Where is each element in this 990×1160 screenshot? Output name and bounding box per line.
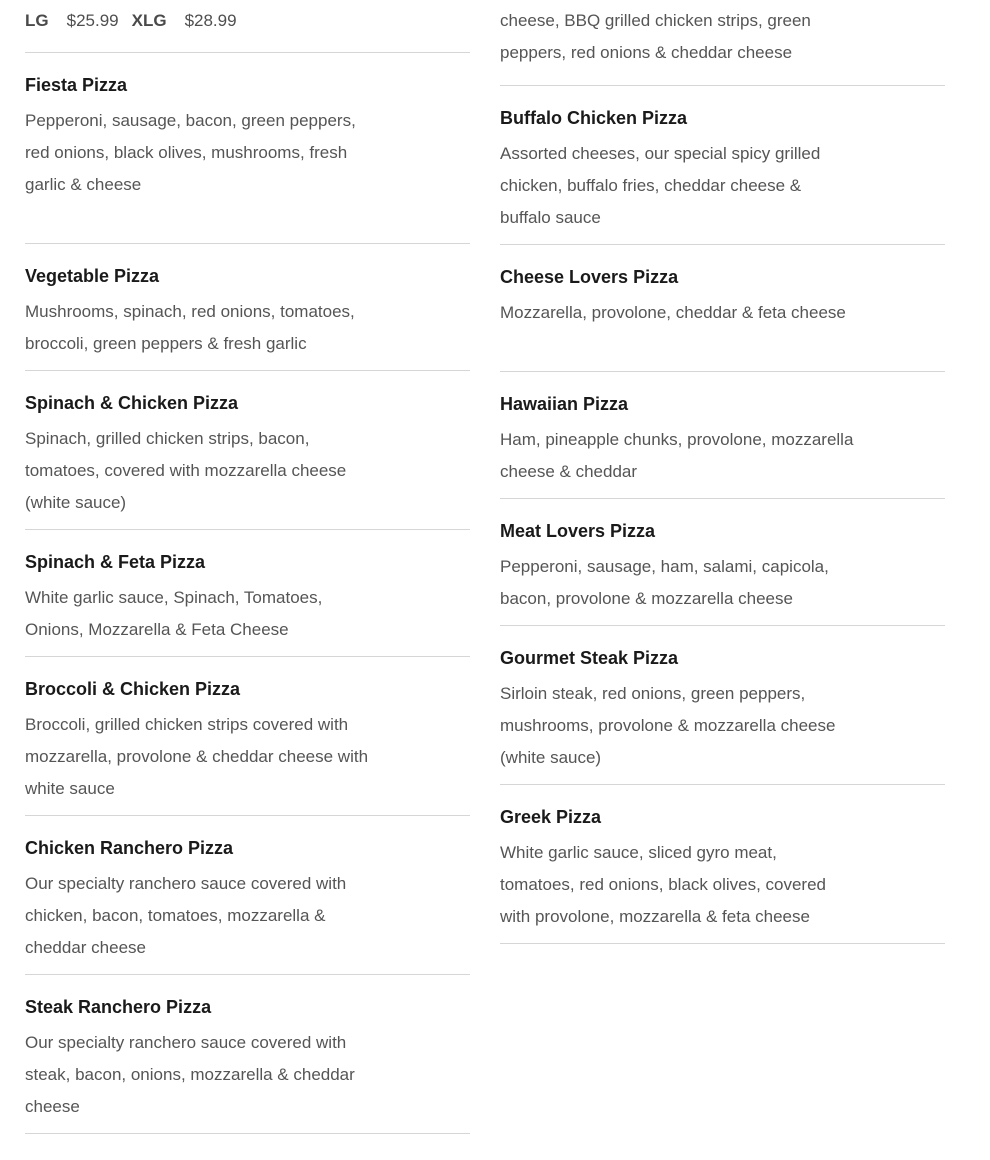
menu-item-spinach-chicken bbox=[25, 371, 470, 530]
menu-item-description: Mozzarella, provolone, cheddar & feta cheese bbox=[500, 303, 846, 322]
menu-item-title: Gourmet Steak Pizza bbox=[500, 648, 679, 668]
menu-item-title: Spinach & Chicken Pizza bbox=[25, 393, 239, 413]
menu-item-description: Spinach, grilled chicken strips, bacon, tomatoes, covered with mozzarella cheese (white sauce) bbox=[25, 429, 347, 512]
menu-item-gourmet-steak bbox=[500, 626, 945, 785]
menu-item-description: Broccoli, grilled chicken strips covered with mozzarella, provolone & cheddar cheese with white sauce bbox=[25, 715, 369, 798]
menu-item-title: Vegetable Pizza bbox=[25, 266, 160, 286]
size-label-xlg: XLG bbox=[131, 11, 167, 30]
menu-item-description: White garlic sauce, Spinach, Tomatoes, Onions, Mozzarella & Feta Cheese bbox=[25, 588, 323, 639]
menu-item-description: Ham, pineapple chunks, provolone, mozzarella cheese & cheddar bbox=[500, 430, 854, 481]
menu-item-title: Hawaiian Pizza bbox=[500, 394, 629, 414]
menu-item-greek bbox=[500, 785, 945, 944]
menu-item-steak-ranchero bbox=[25, 975, 470, 1134]
menu-item-hawaiian bbox=[500, 372, 945, 499]
menu-item-description: Our specialty ranchero sauce covered with steak, bacon, onions, mozzarella & cheddar cheese bbox=[25, 1033, 355, 1116]
menu-item-description: Pepperoni, sausage, bacon, green peppers, red onions, black olives, mushrooms, fresh garlic & cheese bbox=[25, 111, 356, 194]
menu-item-vegetable bbox=[25, 244, 470, 371]
menu-item-continued bbox=[500, 0, 945, 86]
menu-item-title: Greek Pizza bbox=[500, 807, 602, 827]
menu-item-description: White garlic sauce, sliced gyro meat, tomatoes, red onions, black olives, covered with provolone, mozzarella & feta cheese bbox=[500, 843, 827, 926]
menu-item-title: Spinach & Feta Pizza bbox=[25, 552, 206, 572]
size-price-row bbox=[25, 0, 470, 53]
menu-item-title: Fiesta Pizza bbox=[25, 75, 128, 95]
price-xlg: $28.99 bbox=[184, 11, 237, 30]
menu-column-left bbox=[25, 0, 470, 1134]
menu-item-title: Meat Lovers Pizza bbox=[500, 521, 656, 541]
menu-item-title: Steak Ranchero Pizza bbox=[25, 997, 212, 1017]
menu-item-title: Broccoli & Chicken Pizza bbox=[25, 679, 241, 699]
menu-item-spinach-feta bbox=[25, 530, 470, 657]
menu-item-title: Chicken Ranchero Pizza bbox=[25, 838, 234, 858]
menu-item-description: Sirloin steak, red onions, green peppers, mushrooms, provolone & mozzarella cheese (white sauce) bbox=[500, 684, 836, 767]
menu-item-description: Our specialty ranchero sauce covered with chicken, bacon, tomatoes, mozzarella & cheddar cheese bbox=[25, 874, 347, 957]
menu-item-chicken-ranchero bbox=[25, 816, 470, 975]
price-lg: $25.99 bbox=[66, 11, 119, 30]
size-label-lg: LG bbox=[25, 11, 49, 30]
menu-item-cheese-lovers bbox=[500, 245, 945, 372]
menu-item-description: cheese, BBQ grilled chicken strips, green peppers, red onions & cheddar cheese bbox=[500, 11, 811, 62]
menu-item-buffalo-chicken bbox=[500, 86, 945, 245]
menu-item-fiesta bbox=[25, 53, 470, 244]
menu-item-title: Buffalo Chicken Pizza bbox=[500, 108, 688, 128]
menu-item-description: Mushrooms, spinach, red onions, tomatoes, broccoli, green peppers & fresh garlic bbox=[25, 302, 355, 353]
menu-item-description: Assorted cheeses, our special spicy grilled chicken, buffalo fries, cheddar cheese & buffalo sauce bbox=[500, 144, 821, 227]
menu-item-meat-lovers bbox=[500, 499, 945, 626]
menu-item-broccoli-chicken bbox=[25, 657, 470, 816]
menu-item-description: Pepperoni, sausage, ham, salami, capicola, bacon, provolone & mozzarella cheese bbox=[500, 557, 829, 608]
menu-column-right bbox=[500, 0, 945, 944]
menu-item-title: Cheese Lovers Pizza bbox=[500, 267, 679, 287]
